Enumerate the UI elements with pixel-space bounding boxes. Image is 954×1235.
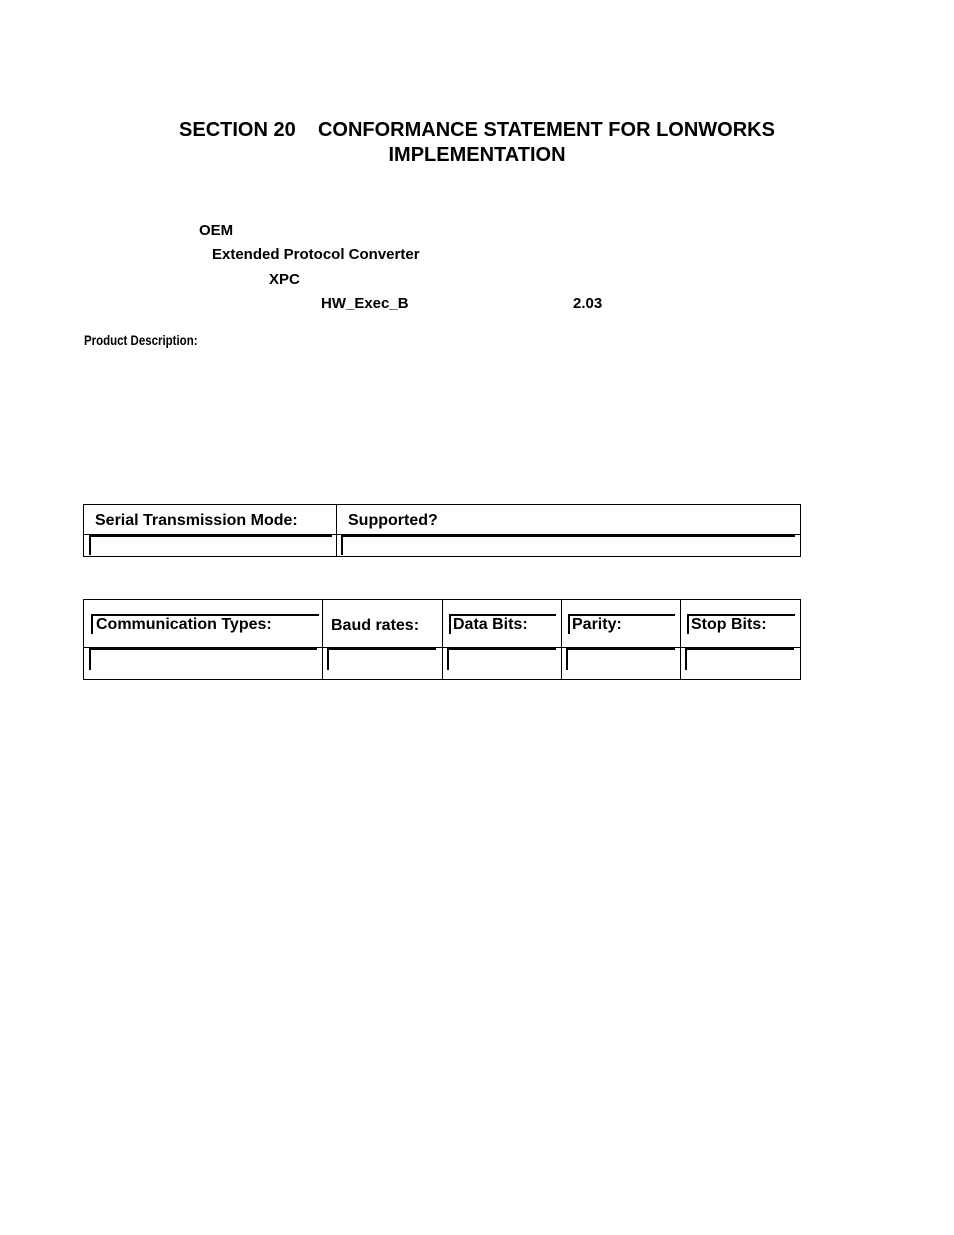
stop-bits-input-cell: [681, 648, 801, 680]
section-title-line-1: SECTION 20 CONFORMANCE STATEMENT FOR LONWORKS: [179, 119, 775, 141]
parity-header-cell: [562, 600, 681, 648]
application-software-value: HW_Exec_B: [321, 295, 409, 312]
product-description-label: Product Description:: [84, 332, 198, 348]
section-title-line-2: IMPLEMENTATION: [388, 144, 566, 166]
serial-mode-input-cell: [84, 535, 337, 557]
communication-table: [83, 599, 801, 680]
parity-header: Parity:: [572, 616, 622, 633]
stop-bits-header-cell: [681, 600, 801, 648]
supported-header: Supported?: [348, 512, 438, 529]
communication-types-input-cell: [84, 648, 323, 680]
communication-types-header: Communication Types:: [96, 616, 272, 633]
vendor-value: OEM: [199, 222, 234, 239]
communication-types-input[interactable]: [89, 648, 317, 670]
parity-input[interactable]: [566, 648, 675, 670]
data-bits-input-cell: [443, 648, 562, 680]
serial-transmission-table: [83, 504, 801, 557]
data-bits-header-cell: [443, 600, 562, 648]
communication-types-header-cell: [84, 600, 323, 648]
baud-rates-header: Baud rates:: [331, 617, 420, 634]
baud-rates-input[interactable]: [327, 648, 436, 670]
baud-rates-header-cell: [323, 600, 443, 648]
stop-bits-header: Stop Bits:: [691, 616, 767, 633]
baud-rates-input-cell: [323, 648, 443, 680]
serial-mode-header: Serial Transmission Mode:: [95, 512, 298, 529]
product-name-value: Extended Protocol Converter: [212, 246, 420, 263]
supported-header-cell: [337, 505, 801, 535]
supported-input[interactable]: [341, 535, 795, 555]
serial-mode-input[interactable]: [89, 535, 332, 555]
data-bits-header: Data Bits:: [453, 616, 528, 633]
parity-input-cell: [562, 648, 681, 680]
stop-bits-input[interactable]: [685, 648, 794, 670]
data-bits-input[interactable]: [447, 648, 556, 670]
serial-mode-header-cell: [84, 505, 337, 535]
model-value: XPC: [269, 271, 300, 288]
supported-input-cell: [337, 535, 801, 557]
software-version-value: 2.03: [573, 295, 603, 312]
